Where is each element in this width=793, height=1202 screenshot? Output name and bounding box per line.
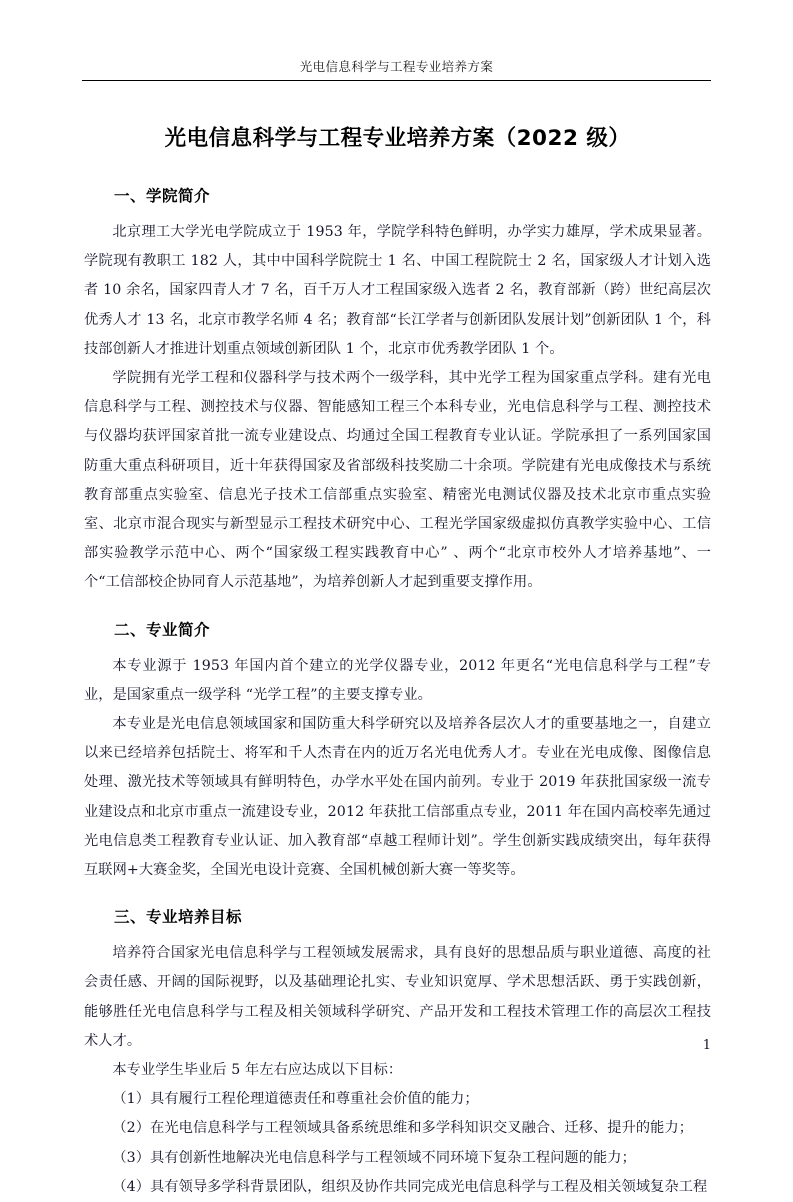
- page-number: 1: [702, 1038, 711, 1053]
- paragraph: 本专业源于 1953 年国内首个建立的光学仪器专业，2012 年更名“光电信息科学与工程”专业，是国家重点一级学科 “光学工程”的主要支撑专业。: [84, 657, 711, 703]
- section-heading-training-objectives: 三、专业培养目标: [114, 908, 243, 927]
- paragraph: 本专业学生毕业后 5 年左右应达成以下目标：: [112, 1062, 403, 1079]
- list-item: （2）在光电信息科学与工程领域具备系统思维和多学科知识交叉融合、迁移、提升的能力；: [112, 1120, 694, 1137]
- list-item: （1）具有履行工程伦理道德责任和尊重社会价值的能力；: [112, 1091, 479, 1108]
- list-item: （3）具有创新性地解决光电信息科学与工程领域不同环境下复杂工程问题的能力；: [112, 1149, 636, 1166]
- running-header-title: 光电信息科学与工程专业培养方案: [299, 59, 494, 74]
- paragraph: 本专业是光电信息领域国家和国防重大科学研究以及培养各层次人才的重要基地之一，自建立以来已经培养包括院士、将军和千人杰青在内的近万名光电优秀人才。专业在光电成像、图像信息处理、激光技术等领域具有鲜明特色，办学水平处在国内前列。专业于 2019 年获批国家级一流专业建设点和北京市重点一流建设专业，2012 年获批工信部重点专业，2011 年在国内高校率先通过光电信息类工程教育专业认证、加入教育部“卓越工程师计划”。学生创新实践成绩突出，每年获得互联网+大赛金奖，全国光电设计竞赛、全国机械创新大赛一等奖等。: [84, 716, 711, 879]
- header-rule-divider: [82, 80, 711, 81]
- section-heading-major-intro: 二、专业简介: [114, 620, 211, 639]
- section-heading-college-intro: 一、学院简介: [114, 187, 211, 205]
- paragraph: 培养符合国家光电信息科学与工程领域发展需求，具有良好的思想品质与职业道德、高度的社会责任感、开阔的国际视野，以及基础理论扎实、专业知识宽厚、学术思想活跃、勇于实践创新，能够胜任光电信息科学与工程及相关领域科学研究、产品开发和工程技术管理工作的高层次工程技术人才。: [84, 945, 711, 1049]
- list-item: （4）具有领导多学科背景团队，组织及协作共同完成光电信息科学与工程及相关领域复杂工程: [112, 1178, 708, 1195]
- page-title: 光电信息科学与工程专业培养方案（2022 级）: [164, 126, 631, 151]
- running-header: [82, 56, 711, 76]
- paragraph: 学院拥有光学工程和仪器科学与技术两个一级学科，其中光学工程为国家重点学科。建有光电信息科学与工程、测控技术与仪器、智能感知工程三个本科专业，光电信息科学与工程、测控技术与仪器均获评国家首批一流专业建设点、均通过全国工程教育专业认证。学院承担了一系列国家国防重大重点科研项目，近十年获得国家及省部级科技奖励二十余项。学院建有光电成像技术与系统教育部重点实验室、信息光子技术工信部重点实验室、精密光电测试仪器及技术北京市重点实验室、北京市混合现实与新型显示工程技术研究中心、工程光学国家级虚拟仿真教学实验中心、工信部实验教学示范中心、两个“国家级工程实践教育中心” 、两个“北京市校外人才培养基地”、一个“工信部校企协同育人示范基地”，为培养创新人才起到重要支撑作用。: [84, 370, 711, 591]
- paragraph: 北京理工大学光电学院成立于 1953 年，学院学科特色鲜明，办学实力雄厚，学术成果显著。学院现有教职工 182 人，其中中国科学院院士 1 名、中国工程院院士 2 名，国家级人才计划入选者 10 余名，国家四青人才 7 名，百千万人才工程国家级入选者 2 名，教育部新（跨）世纪高层次优秀人才 13 名，北京市教学名师 4 名；教育部“长江学者与创新团队发展计划”创新团队 1 个，科技部创新人才推进计划重点领域创新团队 1 个，北京市优秀教学团队 1 个。: [84, 224, 711, 357]
